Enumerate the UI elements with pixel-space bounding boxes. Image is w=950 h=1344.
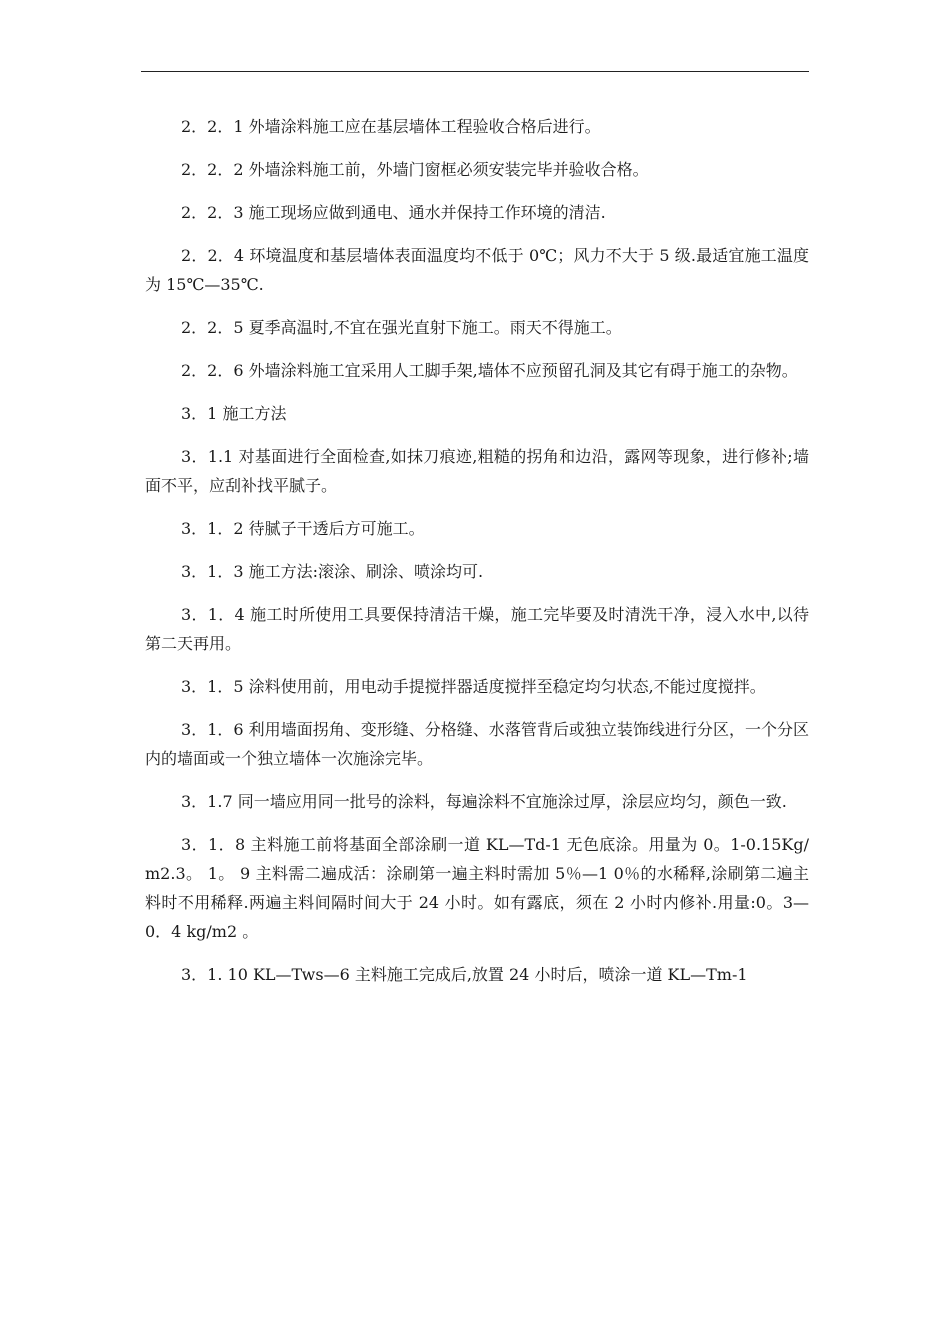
header-rule bbox=[141, 71, 809, 72]
paragraph-2-2-3: 2．2．3 施工现场应做到通电、通水并保持工作环境的清洁. bbox=[181, 203, 606, 222]
paragraph-2-2-1: 2．2．1 外墙涂料施工应在基层墙体工程验收合格后进行。 bbox=[181, 117, 601, 136]
paragraph-3-1-4: 3．1．4 施工时所使用工具要保持清洁干燥，施工完毕要及时清洗干净，浸入水中,以待第二天再用。 bbox=[145, 605, 809, 653]
paragraph-3-1-6: 3．1．6 利用墙面拐角、变形缝、分格缝、水落管背后或独立装饰线进行分区，一个分区内的墙面或一个独立墙体一次施涂完毕。 bbox=[145, 720, 809, 768]
paragraph-2-2-6: 2．2．6 外墙涂料施工宜采用人工脚手架,墙体不应预留孔洞及其它有碍于施工的杂物。 bbox=[181, 361, 798, 380]
paragraph-2-2-5: 2．2．5 夏季高温时,不宜在强光直射下施工。雨天不得施工。 bbox=[181, 318, 622, 337]
paragraph-3-1-7: 3．1.7 同一墙应用同一批号的涂料，每遍涂料不宜施涂过厚，涂层应均匀，颜色一致. bbox=[181, 792, 787, 811]
paragraph-3-1-2: 3．1．2 待腻子干透后方可施工。 bbox=[181, 519, 425, 538]
section-heading-3-1: 3．1 施工方法 bbox=[181, 404, 287, 423]
paragraph-2-2-2: 2．2．2 外墙涂料施工前，外墙门窗框必须安装完毕并验收合格。 bbox=[181, 160, 649, 179]
paragraph-3-1-3: 3．1．3 施工方法:滚涂、刷涂、喷涂均可. bbox=[181, 562, 484, 581]
paragraph-3-1-5: 3．1．5 涂料使用前，用电动手提搅拌器适度搅拌至稳定均匀状态,不能过度搅拌。 bbox=[181, 677, 766, 696]
paragraph-3-1-1: 3．1.1 对基面进行全面检查,如抹刀痕迹,粗糙的拐角和边沿，露网等现象，进行修补;墙面不平，应刮补找平腻子。 bbox=[145, 447, 809, 495]
paragraph-3-1-10: 3．1. 10 KL—Tws—6 主料施工完成后,放置 24 小时后，喷涂一道 KL—Tm-1 bbox=[181, 965, 748, 984]
paragraph-3-1-8: 3．1．8 主料施工前将基面全部涂刷一道 KL—Td-1 无色底涂。用量为 0。1-0.15Kg/m2.3。 1。 9 主料需二遍成活：涂刷第一遍主料时需加 5％—1 0％的水稀释,涂刷第二遍主料时不用稀释.两遍主料间隔时间大于 24 小时。如有露底，须在 2 小时内修补.用量:0。3— 0．4 kg/m2 。 bbox=[145, 835, 815, 941]
paragraph-2-2-4: 2．2．4 环境温度和基层墙体表面温度均不低于 0℃；风力不大于 5 级.最适宜施工温度为 15℃—35℃. bbox=[145, 246, 809, 294]
document-body bbox=[145, 112, 815, 1003]
